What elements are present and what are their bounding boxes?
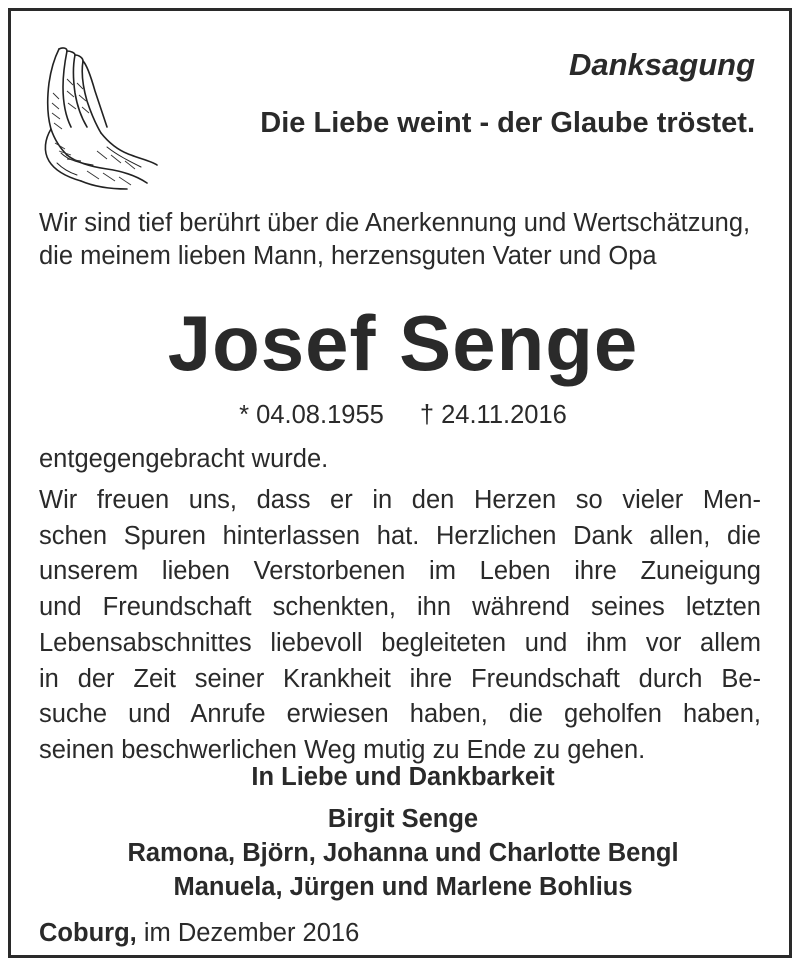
life-dates [11, 399, 795, 431]
paragraph-line: suche und Anrufe erwiesen haben, die geholfen haben, [39, 700, 761, 729]
birth-date: * 04.08.1955 [239, 401, 384, 429]
death-date: † 24.11.2016 [419, 401, 567, 429]
place-date-line [39, 917, 359, 950]
paragraph-line: Wir freuen uns, dass er in den Herzen so vieler Men- [39, 486, 761, 514]
paragraph-line: in der Zeit seiner Krankheit ihre Freundschaft durch Be- [39, 664, 761, 693]
place: Coburg, [39, 919, 137, 947]
paragraph-line: Lebensabschnittes liebevoll begleiteten und ihm vor allem [39, 628, 761, 657]
continuation-text: entgegengebracht wurde. [39, 445, 329, 473]
signatory-line: Manuela, Jürgen und Marlene Bohlius [173, 873, 633, 901]
intro-line: Wir sind tief berührt über die Anerkennung und Wertschätzung, [39, 209, 751, 237]
signatory-line: Ramona, Björn, Johanna und Charlotte Bengl [127, 839, 679, 867]
quote-heading: Die Liebe weint - der Glaube tröstet. [260, 107, 755, 139]
deceased-name: Josef Senge [167, 299, 639, 387]
intro-text [39, 207, 761, 273]
paragraph-line: und Freundschaft schenkten, ihn während seines letzten [39, 593, 761, 622]
intro-line: die meinem lieben Mann, herzensguten Vater und Opa [39, 242, 657, 270]
paragraph-line: schen Spuren hinterlassen hat. Herzlichen Dank allen, die [39, 521, 761, 550]
praying-hands-icon [37, 43, 161, 195]
thanks-paragraph [39, 483, 761, 769]
obituary-notice [8, 8, 792, 958]
signatory-line: Birgit Senge [327, 805, 479, 833]
closing-line: In Liebe und Dankbarkeit [251, 763, 555, 791]
notice-kind-heading: Danksagung [568, 47, 755, 82]
paragraph-line: unserem lieben Verstorbenen im Leben ihre Zuneigung [39, 557, 761, 586]
date: im Dezember 2016 [143, 919, 360, 947]
paragraph-line: seinen beschwerlichen Weg mutig zu Ende zu gehen. [39, 735, 646, 764]
